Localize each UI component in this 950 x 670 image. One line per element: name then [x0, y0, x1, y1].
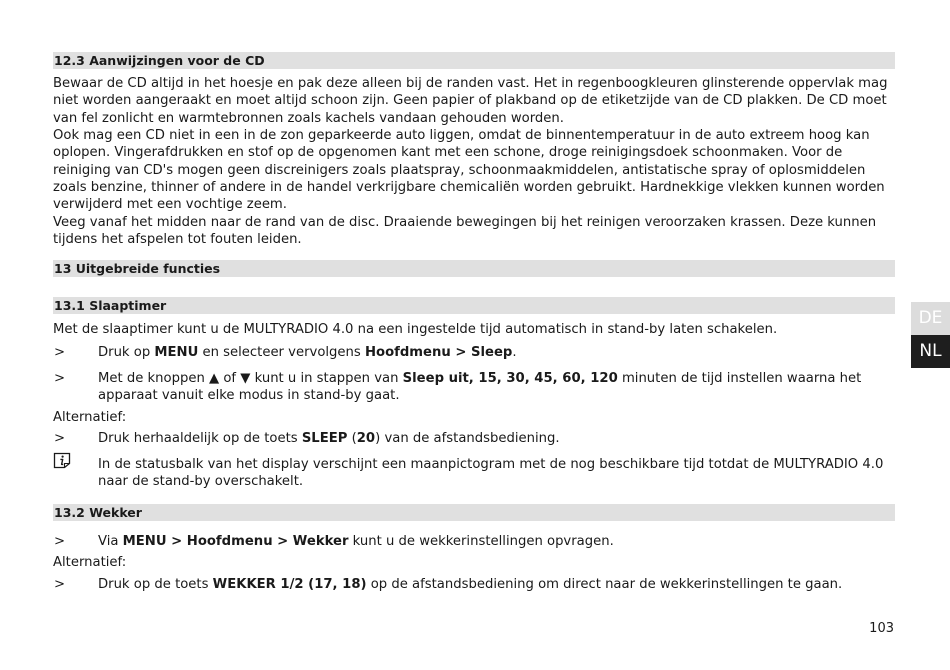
text-line: Druk op MENU en selecteer vervolgens Hoofdmenu > Sleep. — [98, 345, 517, 360]
alternative-label: Alternatief: — [53, 555, 127, 570]
bullet-marker: > — [54, 371, 66, 386]
text-line: Met de knoppen ▲ of ▼ kunt u in stappen van Sleep uit, 15, 30, 45, 60, 120 minuten de tijd instellen waarna het — [98, 371, 862, 386]
text-line: Druk herhaaldelijk op de toets SLEEP (20) van de afstandsbediening. — [98, 431, 560, 446]
alarm-menu-path-label: MENU > Hoofdmenu > Wekker — [122, 534, 349, 549]
cd-care-paragraph-2 — [53, 127, 895, 213]
info-note — [98, 456, 895, 491]
sleep-key-label: SLEEP — [301, 431, 348, 446]
bullet-marker: > — [54, 431, 66, 446]
text-line: apparaat vanuit elke modus in stand-by gaat. — [98, 388, 400, 404]
section-heading-13-1: 13.1 Slaaptimer — [53, 297, 895, 314]
text-line: reiniging van CD's mogen geen discreinigers zoals plaatspray, schoonmaakmiddelen, antistatische spray of oplosmiddelen — [53, 162, 866, 178]
text-line: naar de stand-by overschakelt. — [98, 474, 304, 490]
text-line: Met de slaaptimer kunt u de MULTYRADIO 4.0 na een ingestelde tijd automatisch in stand-by laten schakelen. — [53, 322, 778, 337]
sleep-values-label: Sleep uit, 15, 30, 45, 60, 120 — [402, 371, 618, 386]
cd-care-paragraph-3 — [53, 214, 895, 249]
section-heading-12-3: 12.3 Aanwijzingen voor de CD — [53, 52, 895, 69]
section-heading-13: 13 Uitgebreide functies — [53, 260, 895, 277]
text-line: verwijderd met een vochtige zeem. — [53, 197, 287, 213]
cd-care-paragraph-1 — [53, 75, 895, 127]
alternative-label: Alternatief: — [53, 410, 127, 425]
text-line: niet worden aangeraakt en moet altijd schoon zijn. Geen papier of plakband op de etiketzijde van de CD plakken. De CD moet — [53, 93, 887, 109]
remote-key-number: 20 — [356, 431, 376, 446]
up-arrow-icon: ▲ — [209, 371, 220, 386]
page-number: 103 — [869, 621, 894, 636]
sleep-step-remote — [98, 430, 895, 447]
bullet-marker: > — [54, 577, 66, 592]
text-line: Veeg vanaf het midden naar de rand van de disc. Draaiende bewegingen bij het reinigen veroorzaken krassen. Deze kunnen — [53, 215, 877, 230]
text-line: zoals benzine, thinner of andere in de handel verkrijgbare chemicaliën worden gebruikt. Hardnekkige vlekken kunnen worden — [53, 179, 885, 195]
bullet-marker: > — [54, 534, 66, 549]
menu-key-label: MENU — [154, 345, 199, 360]
sleep-step-1 — [98, 344, 895, 361]
language-tab-nl[interactable]: NL — [911, 335, 950, 368]
text-line: oplopen. Vingerafdrukken en stof op de opgenomen kant met een schone, droge reinigingsdoek schoonmaken. Voor de — [53, 145, 843, 161]
info-icon — [53, 452, 71, 469]
text-line: Bewaar de CD altijd in het hoesje en pak deze alleen bij de randen vast. Het in regenboogkleuren glinsterende oppervlak mag — [53, 76, 888, 91]
text-line: van fel zonlicht en warmtebronnen zoals kachels vandaan gehouden worden. — [53, 110, 564, 126]
alarm-step-remote — [98, 576, 895, 593]
text-line: Via MENU > Hoofdmenu > Wekker kunt u de wekkerinstellingen opvragen. — [98, 534, 614, 549]
language-tab-de[interactable]: DE — [911, 302, 950, 335]
bullet-marker: > — [54, 345, 66, 360]
down-arrow-icon: ▼ — [240, 371, 251, 386]
alarm-key-label: WEKKER 1/2 (17, 18) — [212, 577, 367, 592]
menu-path-label: Hoofdmenu > Sleep — [364, 345, 513, 360]
text-line: In de statusbalk van het display verschijnt een maanpictogram met de nog beschikbare tijd totdat de MULTYRADIO 4.0 — [98, 457, 884, 472]
section-heading-13-2: 13.2 Wekker — [53, 504, 895, 521]
text-line: tijdens het afspelen tot fouten leiden. — [53, 232, 302, 248]
sleep-timer-intro — [53, 321, 895, 338]
alarm-step-1 — [98, 533, 895, 550]
text-line: Druk op de toets WEKKER 1/2 (17, 18) op de afstandsbediening om direct naar de wekkerinstellingen te gaan. — [98, 577, 843, 592]
text-line: Ook mag een CD niet in een in de zon geparkeerde auto liggen, omdat de binnentemperatuur in de auto extreem hoog kan — [53, 128, 870, 143]
sleep-step-2 — [98, 370, 895, 405]
